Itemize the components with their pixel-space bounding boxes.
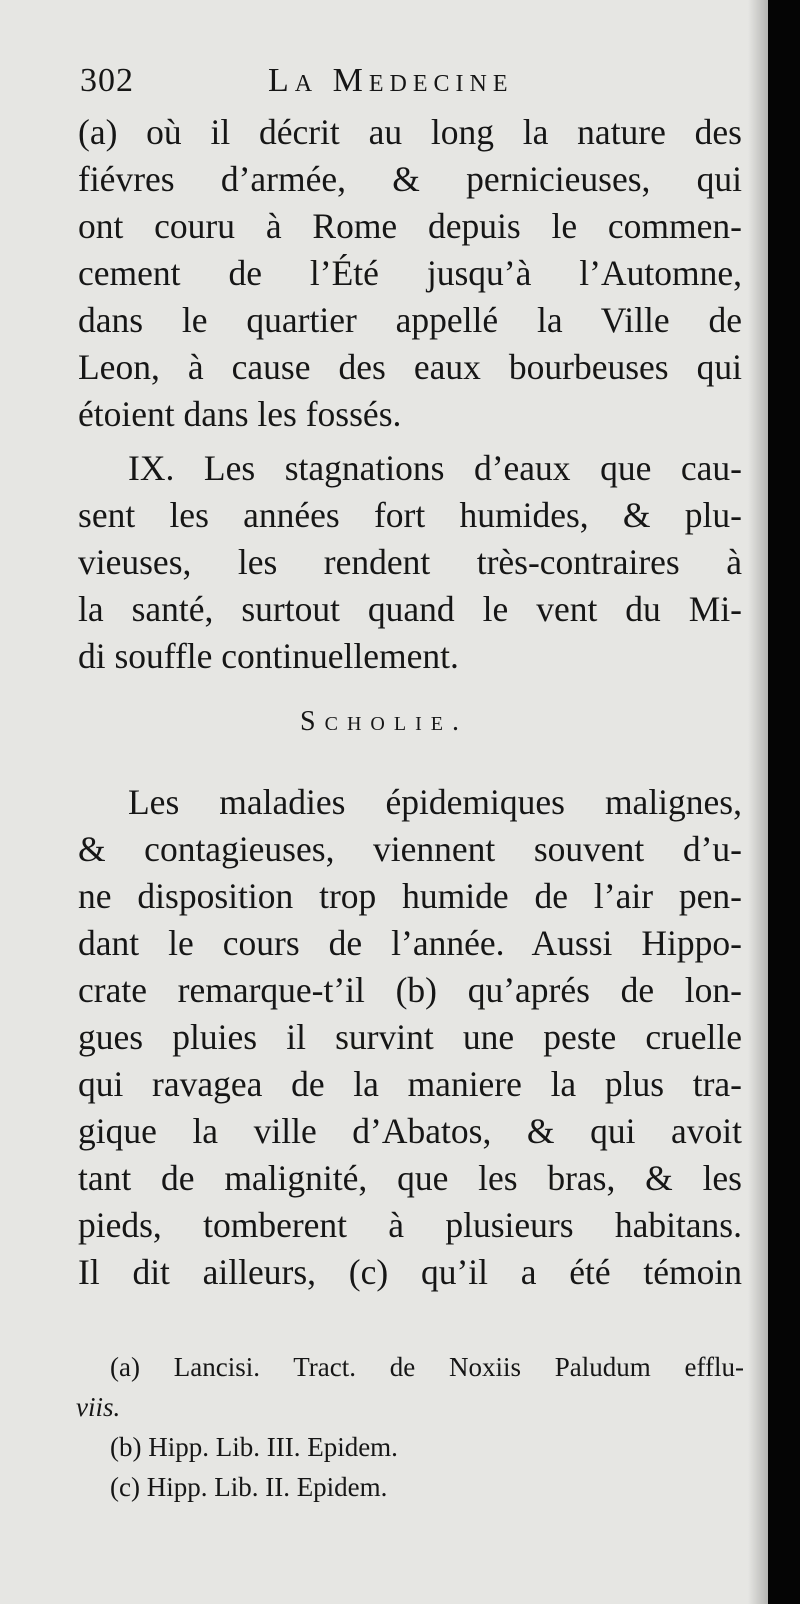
text-line: cement de l’Été jusqu’à l’Automne, — [78, 253, 742, 293]
text-line: & contagieuses, viennent souvent d’u- — [78, 829, 742, 869]
text-line: ont couru à Rome depuis le commen- — [78, 206, 742, 246]
text-line: sent les années fort humides, & plu- — [78, 495, 742, 535]
text-line: ne disposition trop humide de l’air pen- — [78, 876, 742, 916]
text-line: tant de malignité, que les bras, & les — [78, 1158, 742, 1198]
page-number: 302 — [80, 62, 134, 99]
running-title: La Medecine — [268, 62, 514, 99]
section-heading: Scholie. — [300, 706, 468, 737]
footnote-c: (c) Hipp. Lib. II. Epidem. — [110, 1472, 388, 1502]
text-line: Leon, à cause des eaux bourbeuses qui — [78, 347, 742, 387]
footnote-a: (a) Lancisi. Tract. de Noxiis Paludum efflu- — [110, 1352, 744, 1382]
text-line: Les maladies épidemiques malignes, — [128, 782, 742, 822]
footnote-a-continuation: viis. — [76, 1392, 121, 1422]
text-line: (a) où il décrit au long la nature des — [78, 112, 742, 152]
text-line: Il dit ailleurs, (c) qu’il a été témoin — [78, 1252, 742, 1292]
text-line: vieuses, les rendent très-contraires à — [78, 542, 742, 582]
page-fold-shadow — [748, 0, 768, 1604]
text-line: pieds, tomberent à plusieurs habitans. — [78, 1205, 742, 1245]
text-line: di souffle continuellement. — [78, 636, 459, 676]
text-line: IX. Les stagnations d’eaux que cau- — [128, 448, 742, 488]
footnote-b: (b) Hipp. Lib. III. Epidem. — [110, 1432, 398, 1462]
text-line: qui ravagea de la maniere la plus tra- — [78, 1064, 742, 1104]
text-line: fiévres d’armée, & pernicieuses, qui — [78, 159, 742, 199]
text-line: gues pluies il survint une peste cruelle — [78, 1017, 742, 1057]
text-line: dant le cours de l’année. Aussi Hippo- — [78, 923, 742, 963]
text-line: dans le quartier appellé la Ville de — [78, 300, 742, 340]
text-line: la santé, surtout quand le vent du Mi- — [78, 589, 742, 629]
scan-border — [768, 0, 800, 1604]
text-line: crate remarque-t’il (b) qu’aprés de lon- — [78, 970, 742, 1010]
text-line: étoient dans les fossés. — [78, 394, 402, 434]
text-line: gique la ville d’Abatos, & qui avoit — [78, 1111, 742, 1151]
running-head — [80, 62, 640, 106]
